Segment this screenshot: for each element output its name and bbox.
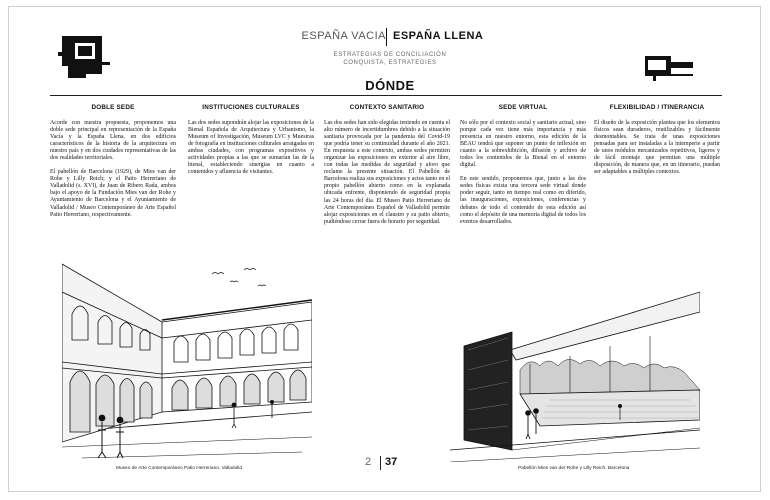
column-heading: DOBLE SEDE [91,104,135,111]
page-number-left: 2 [365,456,372,468]
section-title: DÓNDE [365,78,415,93]
column-paragraph: El pabellón de Barcelona (1929), de Mies van der Rohe y Lilly Reich; y el Patio Herreriano de Valladolid (s. XVI), de Juan de Ribero Rada, ambos bajo el apoyo de la Fundación Mies van der Rohe y Ayuntamiento de Barcelona y el Ayuntamiento de Valladolid / Museo Contemporáneo de Arte Español Patio Herreriano, respectivamente. [50,169,176,218]
section-rule [50,95,722,96]
column-paragraph: El diseño de la exposición plantea que los elementos físicos sean duraderos, reutilizables y fácilmente desmontables. Se trata de unas exposiciones pensadas para ser instaladas a la intemperie a partir de unos módulos mecanizados repetitivos, ligeros y de fácil montaje que permitan una múltiple disposición, de manera que, en un itinerario, puedan ser adaptables a múltiples contextos. [594,120,720,176]
column-paragraph: Acorde con nuestra propuesta, proponemos una doble sede principal en representación de la España Vacía y la España Llena, en dos edificios característicos de la historia de la arquitectura en nuestro país y en dos ciudades representativas de las dos realidades territoriales. [50,120,176,162]
column-contexto-sanitario [324,104,450,233]
subtitle-line-2: CONQUISTA, ESTRATEGIES [343,60,437,66]
exhibition-logo-left [58,34,110,78]
column-heading: CONTEXTO SANITARIO [349,104,425,111]
column-paragraph: No sólo por el contexto social y sanitario actual, sino porque cada vez tiene más importancia y más presencia en nuestro entorno, esta edición de la BEAU tendrá que suponer un punto de inflexión en cuanto a la sobrexhibición, difusión y archivo de todos los contenidos de la Bienal en el entorno digital. [460,120,586,169]
title-divider [386,28,387,46]
column-heading: INSTITUCIONES CULTURALES [202,104,300,111]
column-heading: SEDE VIRTUAL [498,104,548,111]
column-doble-sede [50,104,176,226]
caption-left: Museo de Arte Contemporáneo Patio Herreriano. Valladolid [116,466,243,471]
column-instituciones-culturales [188,104,314,183]
title-espana-llena: ESPAÑA LLENA [393,30,484,42]
exhibition-logo-right [643,52,695,82]
column-paragraph: Las dos sedes han sido elegidas teniendo en cuenta el alto número de incertidumbres debido a la situación sanitaria provocada por la pandemia del Covid-19 que podría tener su continuidad durante el año 2021. En respuesta a este contexto, ambas sedes permiten organizar las exposiciones en exterior al aire libre, con todas las medidas de seguridad y aforo que reclame la presente situación. El Pabellón de Barcelona realiza sus exposiciones y actos tanto en el propio pabellón abierto como en la explanada ubicada enfrente, disponiendo de seguridad propia las 24 horas del día. El Museo Patio Herreriano de Arte Contemporáneo Español de Valladolid permite alojar exposiciones en el claustro y su patio abierto, pudiéndose cerrar fuera de horario por seguridad. [324,120,450,225]
caption-right: Pabellón Mies van der Rohe y Lilly Reich. Barcelona [518,466,630,471]
subtitle-line-1: ESTRATEGIAS DE CONCILIACIÓN [333,52,447,58]
illustration-barcelona-pavilion [450,290,700,462]
title-espana-vacia: ESPAÑA VACIA [301,30,386,42]
column-paragraph: Las dos sedes supondrán alojar las exposiciones de la Bienal Española de Arquitectura y Urbanismo, la Museum of Investigación, Museum LVC y Muestras de fotografía en instituciones culturales arraigadas en ambas ciudades, con programas expositivos y actividades propias a las que se sumarían las de la bienal, estableciendo sinergias en cuanto a contenidos y afluencia de visitantes. [188,120,314,176]
column-flexibilidad-itinerancia [594,104,720,183]
page-number-right: 37 [385,456,398,468]
column-paragraph: En este sentido, proponemos que, junto a las dos sedes físicas exista una tercera sede virtual donde poder seguir, tanto en tiempo real como en diferido, las inauguraciones, exposiciones, conferencias y debates de todo el contenido de esta edición así como el depósito de una memoria digital de todos los eventos desarrollados. [460,176,586,225]
illustration-patio-herreriano [62,262,312,462]
header-title [290,30,490,50]
page-numbers [362,456,422,472]
page-number-divider [380,456,381,470]
column-sede-virtual [460,104,586,233]
column-heading: FLEXIBILIDAD / ITINERANCIA [609,104,705,111]
